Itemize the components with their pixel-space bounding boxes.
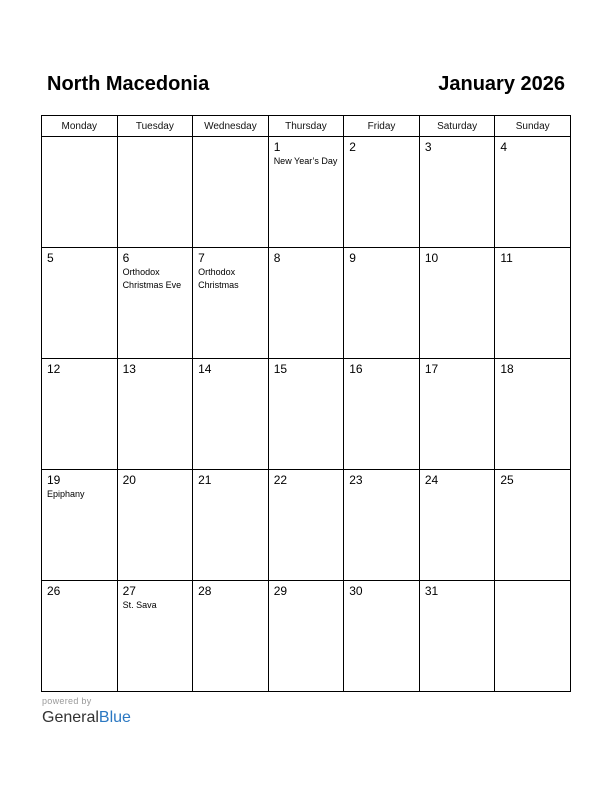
calendar-grid	[41, 115, 571, 692]
day-number: 11	[500, 251, 513, 265]
day-cell	[495, 359, 571, 470]
powered-by-label: powered by	[42, 696, 92, 706]
calendar-header	[47, 70, 565, 100]
day-cell	[268, 470, 344, 581]
day-number: 18	[500, 362, 514, 376]
day-cell	[495, 470, 571, 581]
day-cell	[344, 248, 420, 359]
week-row	[42, 248, 571, 359]
day-number: 26	[47, 584, 61, 598]
calendar-body	[42, 137, 571, 692]
weekday-wednesday: Wednesday	[193, 116, 269, 137]
day-number: 12	[47, 362, 61, 376]
week-row	[42, 581, 571, 692]
day-cell	[117, 359, 193, 470]
day-cell	[268, 248, 344, 359]
day-cell	[344, 137, 420, 248]
day-number: 6	[122, 251, 130, 265]
holiday-label: Epiphany	[47, 489, 85, 499]
day-number: 22	[273, 473, 288, 487]
day-cell	[268, 359, 344, 470]
day-number: 29	[273, 584, 288, 598]
holiday-label: St. Sava	[122, 600, 157, 610]
day-number: 3	[424, 140, 432, 154]
weekday-thursday: Thursday	[268, 116, 344, 137]
day-number: 15	[273, 362, 288, 376]
day-number: 1	[273, 140, 281, 154]
day-cell	[344, 581, 420, 692]
day-cell	[117, 581, 193, 692]
day-number: 19	[47, 473, 61, 487]
day-cell	[193, 359, 269, 470]
day-cell	[419, 359, 495, 470]
day-cell	[495, 137, 571, 248]
day-number: 23	[349, 473, 363, 487]
day-number: 2	[349, 140, 356, 154]
day-cell	[419, 137, 495, 248]
month-year-title: January 2026	[438, 73, 565, 95]
day-number: 8	[273, 251, 281, 265]
day-cell	[117, 470, 193, 581]
weekday-saturday: Saturday	[419, 116, 495, 137]
day-cell	[193, 581, 269, 692]
day-number: 5	[47, 251, 54, 265]
weekday-header-row	[42, 116, 571, 137]
day-cell	[42, 581, 118, 692]
day-number: 17	[424, 362, 439, 376]
weekday-friday: Friday	[344, 116, 420, 137]
brand-general-text: General	[42, 709, 99, 726]
day-number: 31	[424, 584, 439, 598]
day-number: 21	[198, 473, 212, 487]
day-cell	[344, 359, 420, 470]
day-number: 27	[122, 584, 136, 598]
week-row	[42, 137, 571, 248]
day-cell	[193, 470, 269, 581]
day-number: 24	[424, 473, 439, 487]
day-cell	[42, 359, 118, 470]
day-cell	[268, 581, 344, 692]
day-cell	[193, 248, 269, 359]
day-number: 13	[122, 362, 136, 376]
week-row	[42, 359, 571, 470]
day-cell	[495, 248, 571, 359]
weekday-monday: Monday	[42, 116, 118, 137]
day-number: 7	[198, 251, 205, 265]
day-number: 28	[198, 584, 212, 598]
day-cell	[193, 137, 269, 248]
holiday-label: Orthodox Christmas	[198, 267, 239, 290]
day-number: 9	[349, 251, 356, 265]
day-cell	[344, 470, 420, 581]
day-cell	[117, 137, 193, 248]
day-number: 30	[349, 584, 363, 598]
day-cell	[419, 248, 495, 359]
weekday-sunday: Sunday	[495, 116, 571, 137]
footer-branding	[42, 696, 131, 728]
weekday-tuesday: Tuesday	[117, 116, 193, 137]
holiday-label: Orthodox Christmas Eve	[122, 267, 182, 290]
day-cell	[495, 581, 571, 692]
day-cell	[419, 470, 495, 581]
country-title: North Macedonia	[47, 73, 210, 95]
day-number: 16	[349, 362, 363, 376]
day-cell	[117, 248, 193, 359]
day-number: 10	[424, 251, 439, 265]
day-cell	[42, 137, 118, 248]
holiday-label: New Year’s Day	[273, 156, 338, 166]
day-cell	[42, 248, 118, 359]
day-number: 4	[500, 140, 508, 154]
brand-blue-text: Blue	[98, 709, 131, 726]
generalblue-logo	[42, 708, 131, 728]
day-number: 25	[500, 473, 514, 487]
day-cell	[419, 581, 495, 692]
day-cell	[42, 470, 118, 581]
day-number: 20	[122, 473, 136, 487]
day-cell	[268, 137, 344, 248]
day-number: 14	[198, 362, 212, 376]
week-row	[42, 470, 571, 581]
